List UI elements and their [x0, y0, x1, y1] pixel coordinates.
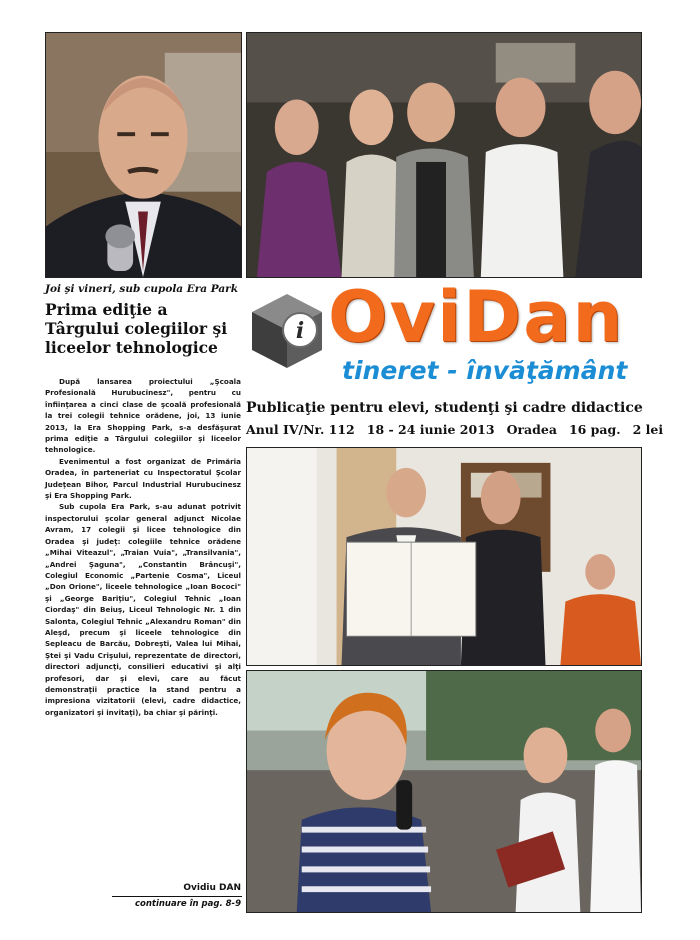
issue-city: Oradea — [506, 422, 557, 437]
brand-tagline: tineret - învăţământ — [342, 356, 628, 385]
article-body — [45, 376, 241, 718]
article-author: Ovidiu DAN — [183, 883, 241, 893]
issue-number: Anul IV/Nr. 112 — [246, 422, 355, 437]
speaker-photo — [246, 670, 642, 913]
continued-link: continuare în pag. 8-9 — [134, 899, 241, 909]
article-paragraph: După lansarea proiectului „Şcoala Profesională Hurubucinesz", pentru cu înfiinţarea a cinci clase de şcoală profesională la trei colegii tehnice orădene, joi, 13 iunie 2013, la Era Shopping Park, s-a desfăşurat prima ediţie a Târgului colegiilor şi liceelor tehnologice. — [45, 377, 241, 455]
svg-text:i: i — [295, 318, 305, 344]
issue-info — [246, 422, 664, 437]
signature-divider — [112, 896, 242, 897]
publication-description: Publicaţie pentru elevi, studenţi şi cadre didactice — [246, 400, 643, 416]
portrait-photo — [45, 32, 242, 278]
article-paragraph: Sub cupola Era Park, s-au adunat potrivit inspectorului şcolar general adjunct Nicolae Avram, 17 colegii şi licee tehnologice din Oradea şi judeţ: colegiile tehnice orădene „Mihai Viteazul", „Traian Vuia", „Transilvania", „Andrei Şaguna", „Constantin Brâncuşi", Colegiul Economic „Partenie Cosma", Liceul „Don Orione", liceele tehnologice „Ioan Bococi" şi „George Bariţiu", Colegiul Tehnic „Ioan Ciordaş" din Beiuş, Liceul Tehnologic Nr. 1 din Salonta, Colegiul Tehnic „Alexandru Roman" din Aleşd, precum şi liceele tehnologice din Sepleacu de Barcău, Dobreşti, Valea lui Mihai, Ştei şi Vadu Crişului, reprezentate de directori, directori adjuncţi, consilieri educativi şi alţi profesori, dar şi elevi, care au făcut demonstraţii practice la stand pentru a impresiona vizitatorii (elevi, cadre didactice, organizatori şi invitaţi), ba chiar şi părinţi. — [45, 502, 241, 717]
article-headline: Prima ediţie a Târgului colegiilor şi liceelor tehnologice — [45, 300, 228, 357]
article-kicker: Joi şi vineri, sub cupola Era Park — [45, 283, 238, 295]
issue-pages: 16 pag. — [568, 422, 621, 437]
diploma-photo — [246, 447, 642, 666]
info-cube-icon — [248, 290, 326, 370]
crowd-photo — [246, 32, 642, 278]
article-paragraph: Evenimentul a fost organizat de Primăria Oradea, în parteneriat cu Inspectoratul Şcolar Judeţean Bihor, Parcul Industrial Hurubucinesz şi Era Shopping Park. — [45, 456, 241, 501]
brand-title: OviDan — [328, 276, 625, 358]
issue-price: 2 lei — [632, 422, 664, 437]
issue-dates: 18 - 24 iunie 2013 — [366, 422, 495, 437]
